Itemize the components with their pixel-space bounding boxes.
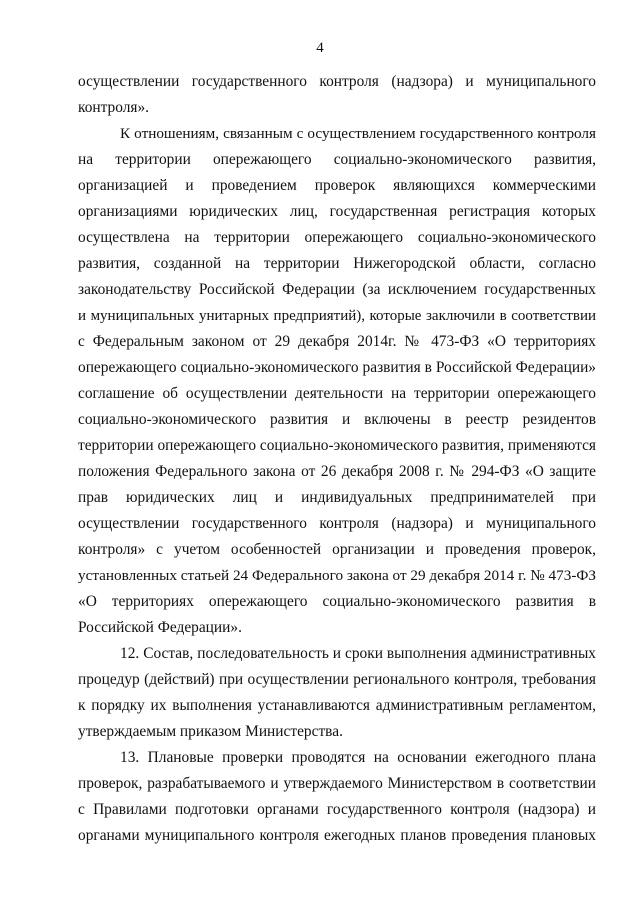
paragraph-item-13 <box>78 745 596 849</box>
text-line: социально-экономического развития и включены в реестр резидентов <box>78 411 596 428</box>
text-line: с Федеральным законом от 29 декабря 2014г. № 473-ФЗ «О территориях <box>78 333 596 350</box>
text-line: проверок, разрабатываемого и утверждаемого Министерством в соответствии <box>78 775 596 792</box>
text-line: процедур (действий) при осуществлении регионального контроля, требования <box>78 671 596 688</box>
text-line: с Правилами подготовки органами государственного контроля (надзора) и <box>78 801 596 818</box>
text-line: осуществлена на территории опережающего социально-экономического <box>78 229 596 246</box>
text-line: 13. Плановые проверки проводятся на основании ежегодного плана <box>120 749 596 766</box>
text-line: установленных статьей 24 Федерального закона от 29 декабря 2014 г. № 473-ФЗ <box>78 567 596 584</box>
text-line: органами муниципального контроля ежегодных планов проведения плановых <box>78 827 596 844</box>
text-line: прав юридических лиц и индивидуальных предпринимателей при <box>78 489 596 506</box>
text-line: и муниципальных унитарных предприятий), которые заключили в соответствии <box>78 308 596 324</box>
page-number: 4 <box>316 40 324 56</box>
document-body <box>78 69 596 849</box>
text-line: к порядку их выполнения устанавливаются административным регламентом, <box>78 697 596 714</box>
text-line: 12. Состав, последовательность и сроки выполнения административных <box>120 645 596 662</box>
text-line: контроля». <box>78 99 150 116</box>
text-line: развития, созданной на территории Нижегородской области, согласно <box>78 255 596 272</box>
text-line: осуществлении государственного контроля (надзора) и муниципального <box>78 73 596 90</box>
paragraph-continuation <box>78 69 596 121</box>
paragraph-tor-relations <box>78 121 596 641</box>
text-line: организацией и проведением проверок являющихся коммерческими <box>78 177 596 194</box>
paragraph-item-12 <box>78 641 596 745</box>
text-line: соглашение об осуществлении деятельности на территории опережающего <box>78 385 596 402</box>
text-line: утверждаемым приказом Министерства. <box>78 723 343 740</box>
text-line: территории опережающего социально-экономического развития, применяются <box>78 437 596 454</box>
text-line: законодательству Российской Федерации (за исключением государственных <box>78 281 596 298</box>
text-line: «О территориях опережающего социально-экономического развития в <box>78 593 596 610</box>
text-line: положения Федерального закона от 26 декабря 2008 г. № 294-ФЗ «О защите <box>78 463 596 480</box>
text-line: на территории опережающего социально-экономического развития, <box>78 151 596 168</box>
text-line: контроля» с учетом особенностей организации и проведения проверок, <box>78 541 596 558</box>
text-line: организациями юридических лиц, государственная регистрация которых <box>78 203 596 220</box>
text-line: Российской Федерации». <box>78 619 242 636</box>
text-line: К отношениям, связанным с осуществлением государственного контроля <box>120 125 596 142</box>
text-line: опережающего социально-экономического развития в Российской Федерации» <box>78 359 596 376</box>
text-line: осуществлении государственного контроля (надзора) и муниципального <box>78 515 596 532</box>
